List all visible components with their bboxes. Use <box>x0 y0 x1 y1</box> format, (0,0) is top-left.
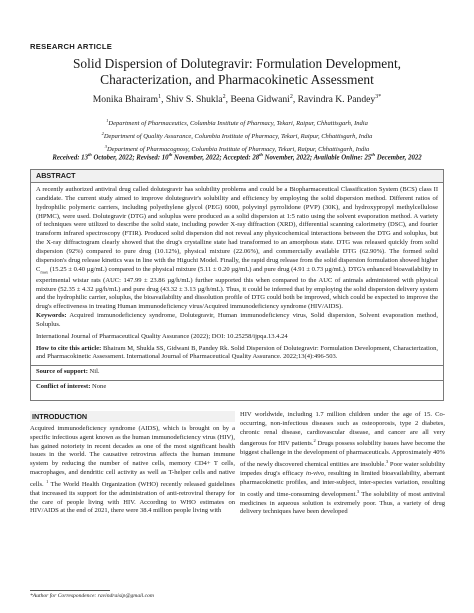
intro-italic: in-vivo <box>305 470 325 478</box>
intro-text: HIV worldwide, including 1.7 million children under the age of 15. Co-occurring, non-infectious diseases such as osteoporosis, type 2 diabetes, chronic renal disease, cardiovascular disease, and cancer are all very dangerous for HIV patients. <box>240 411 445 448</box>
footnote-rule <box>30 590 110 591</box>
affiliation-text: Department of Quality Assurance, Columbia Institute of Pharmacy, Tekari, Raipur, Chhattisgarh, India <box>103 132 373 140</box>
date-ordinal: th <box>87 152 92 157</box>
intro-text: Acquired immunodeficiency syndrome (AIDS), which is brought on by a specific infectious agent known as the human immunodeficiency virus (HIV), has gained notoriety in recent decades as one of the most significant health issues in the world. The causative retrovirus affects the human immune system by reducing the number of native cells, memory CD4+ T cells, macrophages, and dendritic cell activity as well as T-helper cells and native cells. <box>30 425 235 488</box>
citation-ref: 3 <box>385 459 389 465</box>
support-text: Nil. <box>87 368 100 376</box>
intro-text: Poor water solubility impedes drug's efficacy <box>240 461 445 478</box>
author-name: Ravindra K. Pandey <box>297 94 376 106</box>
online-date-rest: December, 2022 <box>375 154 422 162</box>
affiliation-mark: 1 <box>106 118 109 123</box>
author-affil-mark: 2 <box>289 94 293 100</box>
affiliation-text: Department of Pharmacognosy, Columbia Institute of Pharmacy, Tekari, Raipur, Chhattisgarh, India <box>106 145 370 153</box>
introduction-paragraph <box>30 425 235 516</box>
author-name: Beena Gidwani <box>230 94 290 106</box>
citation-ref: 2 <box>313 438 316 444</box>
author-affil-mark: 1 <box>158 94 162 100</box>
abstract-box <box>30 169 444 401</box>
date-ordinal: th <box>371 152 376 157</box>
correspondence-footnote: *Author for Correspondence: ravindraisip@gmail.com <box>30 593 154 599</box>
date-ordinal: th <box>168 152 173 157</box>
affiliation-mark: 2 <box>101 130 104 136</box>
cmax-subscript: max <box>40 268 49 274</box>
citation <box>36 345 438 363</box>
introduction-paragraph <box>240 411 445 517</box>
abstract-heading: ABSTRACT <box>31 170 443 183</box>
online-date: Available Online: 25 <box>312 154 372 162</box>
keywords-text: Acquired immunodeficiency syndrome, Dolutegravir, Human immunodeficiency virus, Solid dispersion, Solvent evaporation method, Soluplus. <box>36 312 438 328</box>
divider <box>31 380 443 381</box>
introduction-right-column <box>240 411 445 517</box>
keywords-label: Keywords: <box>36 312 67 320</box>
abstract-text <box>36 186 438 312</box>
intro-text: The World Health Organization (WHO) recently released guidelines that increased its support for the administration of anti-retroviral therapy for the care of people living with HIV. According to WHO estimates on HIV/AIDS at the end of 2021, there were 38.4 million people living with <box>30 480 235 515</box>
revised-date: Revised: 10 <box>134 154 169 162</box>
received-date-rest: October, 2022; <box>91 154 135 162</box>
title-line-1: Solid Dispersion of Dolutegravir: Formulation Development, <box>72 56 402 71</box>
affiliation-mark: 3 <box>104 143 107 149</box>
author-affil-mark: 2 <box>222 94 226 100</box>
keywords <box>36 312 438 330</box>
abstract-body <box>31 183 443 392</box>
date-ordinal: th <box>259 152 263 157</box>
citation-label: How to cite this article: <box>36 344 102 352</box>
citation-ref: 1 <box>46 478 49 484</box>
support-label: Source of support: <box>36 368 88 376</box>
revised-date-rest: November, 2022; <box>172 154 222 162</box>
affiliation <box>20 116 454 129</box>
affiliation-text: Department of Pharmaceutics, Columbia Institute of Pharmacy, Tekari, Raipur, Chhattisgarh, India <box>108 120 368 128</box>
intro-text: The solubility of most antiviral medicines in aqueous solution is extremely poor. Thus, a variety of drug delivery techniques have been developed <box>240 490 445 516</box>
citation-text: Bhairam M, Shukla SS, Gidwani B, Pandey Rk. Solid Dispersion of Dolutegravir: Formulation Development, Characterization, and Pharmacokinetic Assessment. International Journal of Pharmaceutical Quality Assurance. 2022;13(4):496-503. <box>36 344 438 361</box>
author-name: Shiv S. Shukla <box>165 94 223 106</box>
author-name: Monika Bhairam <box>92 94 159 106</box>
affiliation-list <box>20 116 454 154</box>
citation-ref: 3 <box>356 488 360 494</box>
received-date: Received: 13 <box>52 154 88 162</box>
abstract-text-part: (15.25 ± 0.40 µg/mL) compared to the physical mixture (5.11 ± 0.20 µg/mL) and pure drug (4.91 ± 0.73 µg/mL). DTG's enhanced bioavailability in experimental wistar rats (AUC: 147.99 ± 23.86 µg/h/mL) further supported this when compared to the AUC of animals administered with physical mixture (52.35 ± 4.32 µg/h/mL) and pure drug (43.32 ± 3.13 µg/h/mL). Thus, it could be inferred that by employing the solid dispersion delivery system and the hydrophilic carrier, soluplus, the bioavailability and dissolution profile of DTG could both be improved, which could be expected to improve the drug's effectiveness in treating Human immunodeficiency virus/Acquired immunodeficiency syndrome (HIV/AIDS). <box>36 265 438 311</box>
accepted-date-rest: November, 2022; <box>262 154 313 162</box>
article-title <box>20 56 454 88</box>
abstract-text-part: A recently authorized antiviral drug called dolutegravir has solubility problems and could be a Biopharmaceutical Classification System (BCS) class II candidate. The current study aimed to improve dolutegravir's solubility and efficiency by employing the solid dispersion method. Different ratios of hydrophilic polymeric carriers, including polyethylene glycol (PEG) 6000, polyvinyl pyrrolidone (PVP) (30K), and hydroxypropyl methylcellulose (HPMC), were used. Dolutegravir (DTG) and soluplus were produced as a solid dispersion at 1:5 ratio using the solvent evaporation method. A variety of techniques were utilized to describe the solid state, including powder X-ray diffraction (XRD), differential scanning calorimetry (DSC), and fourier transform infrared spectroscopy (FTIR). Produced solid dispersion did not reveal any physicochemical interactions between the DTG and soluplus, but the X-ray diffractogram clearly showed that the drug's crystalline state had transformed to an amorphous state. DTG was released quickly from solid dispersion (92%) compared to pure drug (10.12%), physical mixture (22.06%), and commercially available DTG (62.90%). The formed solid dispersion's drug release kinetics was in line with the Higuchi Model. Finally, the rapid drug release from the solid dispersion formulation showed higher C <box>36 186 438 273</box>
affiliation <box>20 129 454 142</box>
title-line-2: Characterization, and Pharmacokinetic Assessment <box>100 72 374 87</box>
introduction-left-column <box>30 411 235 516</box>
author-affil-mark: 3* <box>375 94 382 100</box>
journal-line: International Journal of Pharmaceutical Quality Assurance (2022); DOI: 10.25258/ijpqa.13.4.24 <box>36 332 288 340</box>
intro-text: Drugs possess solubility issues have become the biggest challenge in the development of pharmaceuticals. Approximately 40% of the newly discovered chemical entities are insoluble. <box>240 440 446 469</box>
conflict-of-interest <box>36 383 438 392</box>
conflict-text: None <box>90 383 107 391</box>
source-of-support <box>36 368 438 377</box>
publication-dates <box>30 152 444 161</box>
divider <box>31 365 443 366</box>
introduction-heading: INTRODUCTION <box>30 411 235 422</box>
intro-text: , resulting in limited bioavailability, aberrant pharmacokinetic profiles, and inter-subject, inter-species variation, resulting in costly and time-consuming development. <box>240 470 445 498</box>
conflict-label: Conflict of interest: <box>36 383 91 391</box>
accepted-date: Accepted: 28 <box>221 154 260 162</box>
article-type-label: RESEARCH ARTICLE <box>30 42 113 51</box>
author-list: Monika Bhairam$^1$, Shiv S. Shukla$^2$, Beena Gidwani$^2$, Ravindra K. Pandey$^{3*}$ <box>92 94 382 106</box>
